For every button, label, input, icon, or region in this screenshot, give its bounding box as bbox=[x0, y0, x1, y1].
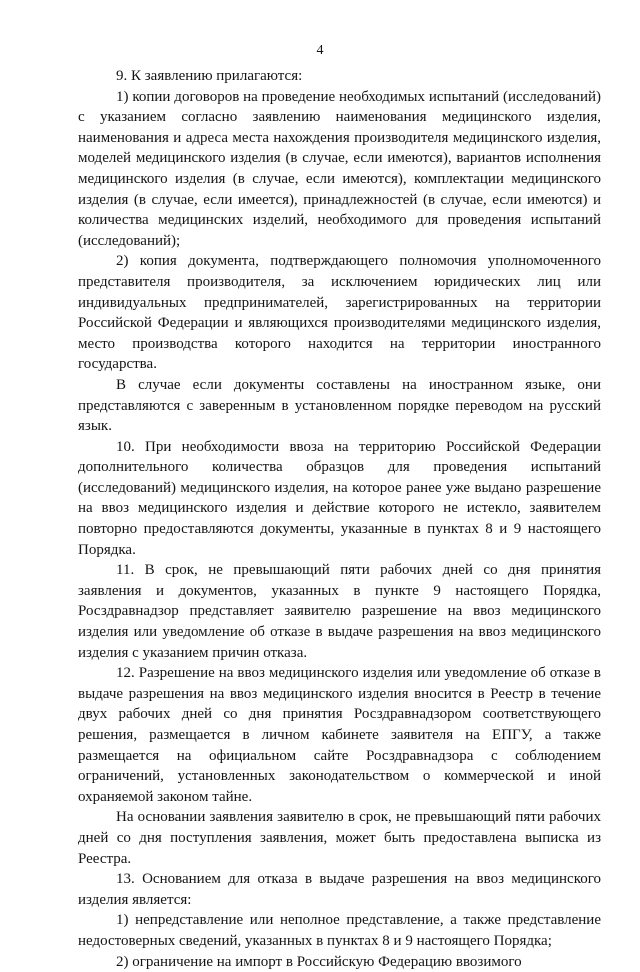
paragraph-item-9-heading: 9. К заявлению прилагаются: bbox=[116, 68, 303, 84]
paragraph-item-10: 10. При необходимости ввоза на территорию Российской Федерации дополнительного количества образцов для проведения испытаний (исследований) медицинского изделия, на которое ранее уже выдано разрешение на ввоз медицинского изделия и действие которого не истекло, заявителем повторно предоставляются документы, указанные в пунктах 8 и 9 настоящего Порядка. bbox=[78, 438, 601, 558]
paragraph-item-12: 12. Разрешение на ввоз медицинского изделия или уведомление об отказе в выдаче разрешения на ввоз медицинского изделия вносится в Реестр в течение двух рабочих дней со дня принятия Росздравнадзором соответствующего решения, размещается в личном кабинете заявителя на ЕПГУ, а также размещается на официальном сайте Росздравнадзора с соблюдением ограничений, установленных законодательством о коммерческой и иной охраняемой законом тайне. bbox=[78, 665, 601, 805]
paragraph-item-9-2: 2) копия документа, подтверждающего полномочия уполномоченного представителя производителя, за исключением юридических лиц или индивидуальных предпринимателей, зарегистрированных на территории Российской Федерации и являющихся производителями медицинского изделия, место производства которого находится на территории иностранного государства. bbox=[78, 253, 601, 373]
paragraph-item-13: 13. Основанием для отказа в выдаче разрешения на ввоз медицинского изделия является: bbox=[78, 871, 601, 908]
paragraph-item-13-2: 2) ограничение на импорт в Российскую Федерацию ввозимого bbox=[116, 953, 522, 970]
paragraph-registry-extract: На основании заявления заявителю в срок, не превышающий пяти рабочих дней со дня поступления заявления, может быть предоставлена выписка из Реестра. bbox=[78, 809, 601, 867]
paragraph-item-9-1: 1) копии договоров на проведение необходимых испытаний (исследований) с указанием согласно заявлению наименования медицинского изделия, наименования и адреса места нахождения производителя медицинского изделия, моделей медицинского изделия (в случае, если имеются), вариантов исполнения медицинского изделия (в случае, если имеются), комплектации медицинского изделия (в случае, если имеется), принадлежностей (в случае, если имеются) и количества медицинских изделий, необходимого для проведения испытаний (исследований); bbox=[78, 88, 601, 249]
paragraph-item-11: 11. В срок, не превышающий пяти рабочих дней со дня принятия заявления и документов, указанных в пункте 9 настоящего Порядка, Росздравнадзор представляет заявителю разрешение на ввоз медицинского изделия или уведомление об отказе в выдаче разрешения на ввоз медицинского изделия с указанием причин отказа. bbox=[78, 562, 601, 661]
document-body bbox=[78, 66, 601, 972]
paragraph-item-13-1: 1) непредставление или неполное представление, а также представление недостоверных сведений, указанных в пунктах 8 и 9 настоящего Порядка; bbox=[78, 912, 601, 949]
page-number: 4 bbox=[316, 43, 324, 58]
paragraph-foreign-language: В случае если документы составлены на иностранном языке, они представляются с заверенным в установленном порядке переводом на русский язык. bbox=[78, 376, 601, 435]
